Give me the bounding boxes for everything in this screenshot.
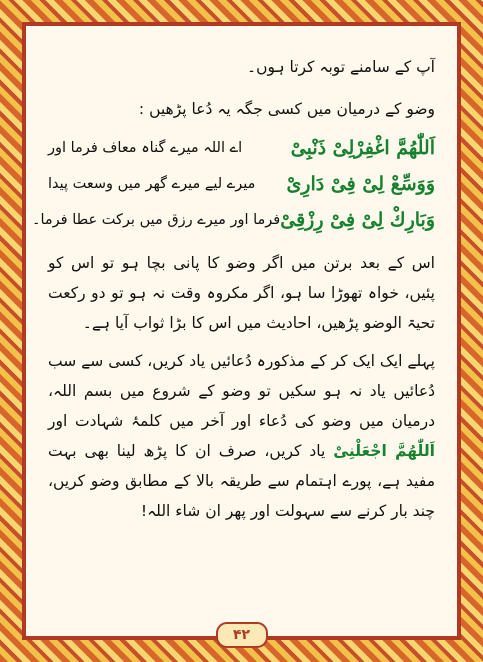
dua-translation: اے اللہ میرے گناہ معاف فرما اور bbox=[48, 140, 243, 156]
page-number: ۴۲ bbox=[216, 622, 268, 648]
intro-line: آپ کے سامنے توبہ کرتا ہوں۔ bbox=[246, 58, 435, 76]
dua-block bbox=[32, 130, 435, 238]
dua-row bbox=[32, 202, 435, 238]
paragraph-drinking-water: اس کے بعد برتن میں اگر وضو کا پانی بچا ہو تو اس کو پئیں، خواہ تھوڑا سا ہو، اگر مکروہ وقت نہ ہو تو دو رکعت تحیۃ الوضو پڑھیں، احادیث میں اس کا بڑا ثواب آیا ہے۔ bbox=[48, 254, 435, 332]
spacer bbox=[48, 338, 435, 346]
dua-translation: میرے لیے میرے گھر میں وسعت پیدا bbox=[48, 176, 256, 192]
dua-arabic: اَللّٰھُمَّ اغْفِرْلِیْ ذَنْبِیْ bbox=[290, 137, 435, 159]
paragraph-text: یاد کریں، صرف ان کا پڑھ لینا بھی بہت مفید ہے، پورے اہتمام سے طریقہ بالا کے مطابق وضو کریں، چند بار کرنے سے سہولت اور پھر ان شاء اللہ! bbox=[48, 442, 435, 520]
dua-translation: فرما اور میرے رزق میں برکت عطا فرما۔ bbox=[32, 212, 281, 228]
dua-row bbox=[48, 130, 435, 166]
dua-arabic: وَوَسِّعْ لِیْ فِیْ دَارِیْ bbox=[286, 173, 435, 195]
page-content bbox=[26, 26, 457, 643]
dua-arabic: وَبَارِكْ لِیْ فِیْ رِزْقِیْ bbox=[280, 209, 435, 231]
dua-row bbox=[48, 166, 435, 202]
paragraph-text: پہلے ایک ایک کر کے مذکورہ دُعائیں یاد کریں، کسی سے سب دُعائیں یاد نہ ہو سکیں تو وضو کے شروع میں بسم اللہ، درمیان میں وضو کی دُعاء اور آخر میں کلمۂ شہادت اور bbox=[48, 352, 435, 430]
paragraph-memorize-duas bbox=[48, 346, 435, 526]
highlighted-dua: اَللّٰھُمَّ اجْعَلْنِیْ bbox=[333, 442, 435, 460]
dua-heading: وضو کے درمیان میں کسی جگہ یہ دُعا پڑھیں : bbox=[138, 100, 435, 118]
